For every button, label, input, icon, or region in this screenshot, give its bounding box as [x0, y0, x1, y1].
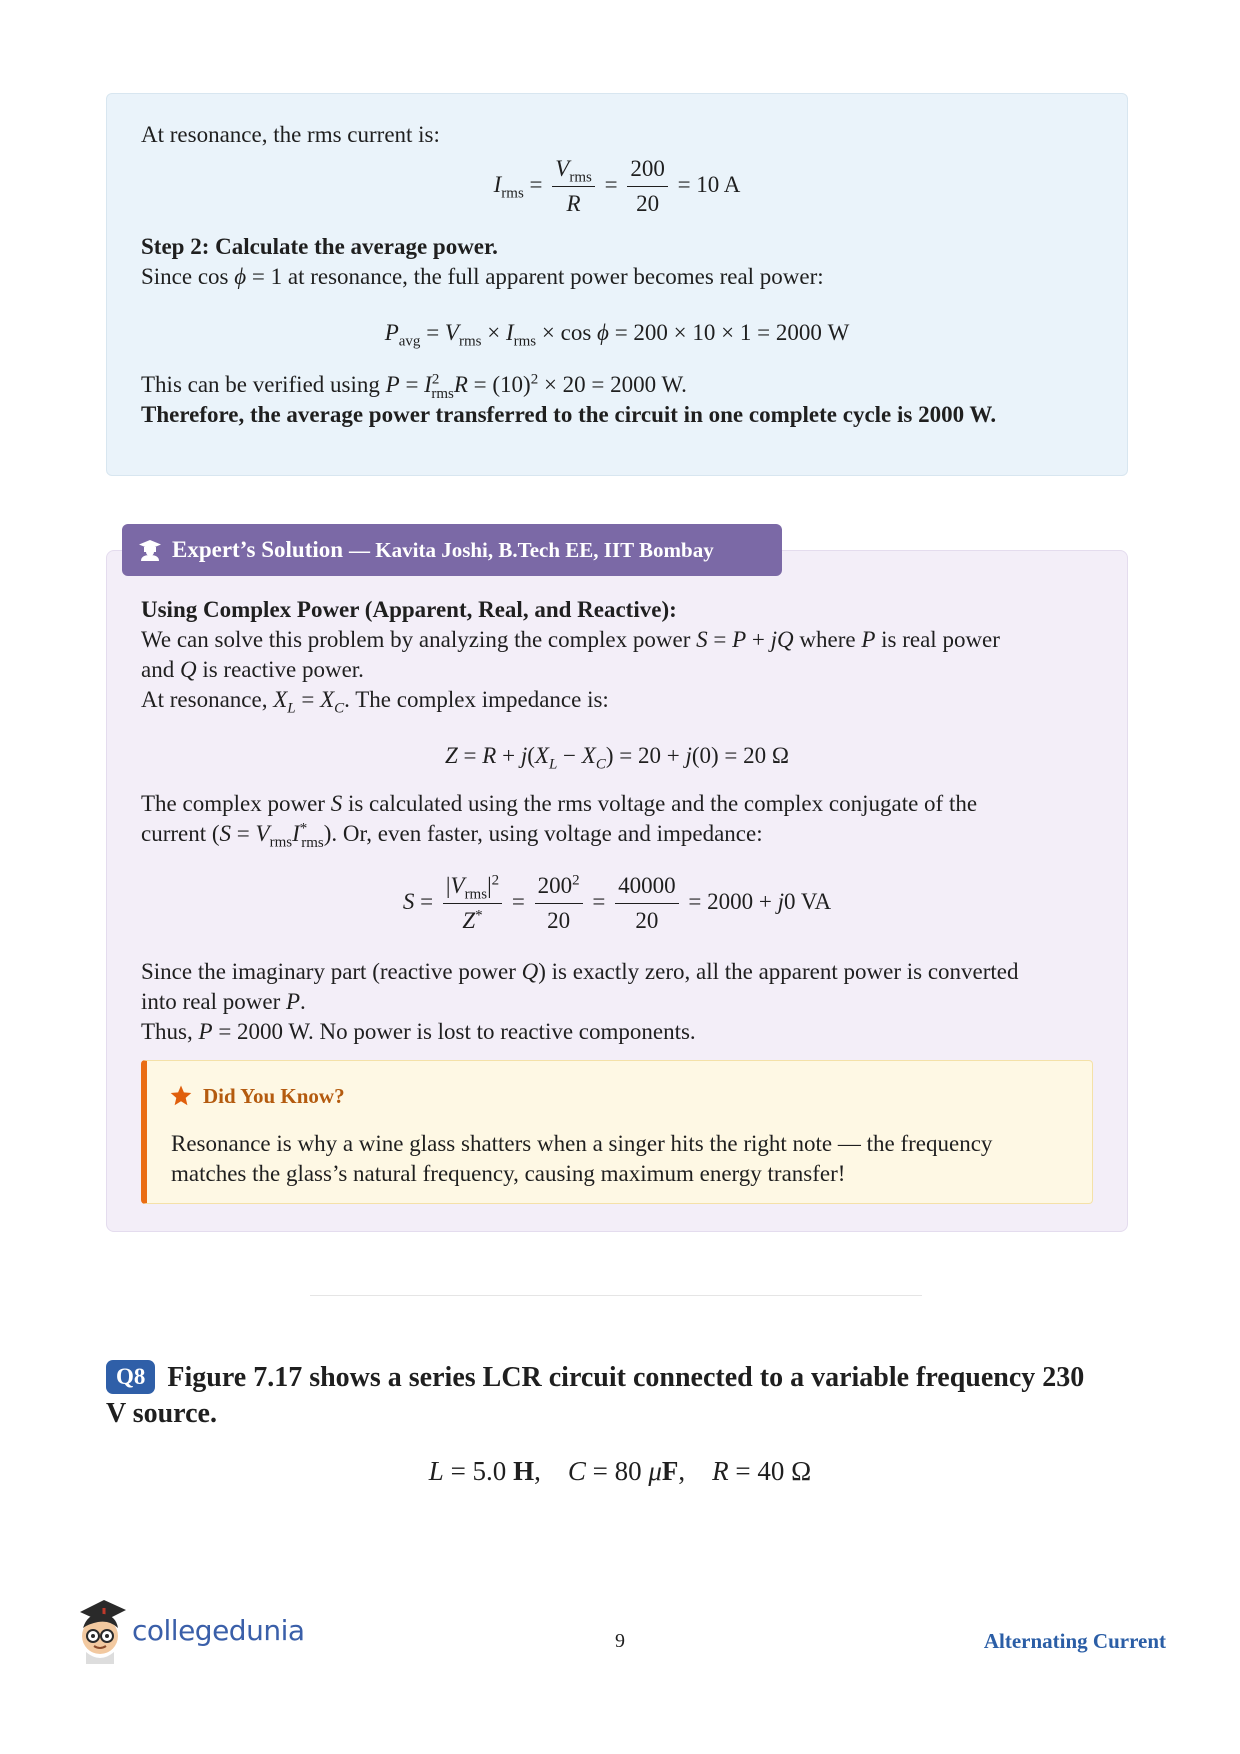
expert-subtitle: Using Complex Power (Apparent, Real, and Reactive): — [141, 597, 677, 622]
equation-impedance: $Z = R + j(X_L - X_C) = 20 + j(0) = 20$ Ω — [445, 743, 789, 773]
expert-header-title: Expert’s Solution — [172, 537, 344, 562]
question-q8 — [106, 1360, 1106, 1432]
question-given-values: L = 5.0 H, C = 80 μF, R = 40 Ω — [428, 1456, 812, 1486]
section-divider — [310, 1295, 922, 1296]
did-you-know-text: Resonance is why a wine glass shatters when a singer hits the right note — the frequency matches the glass’s natural frequency, causing maximum energy transfer! — [171, 1131, 993, 1186]
solution-box — [106, 93, 1128, 476]
expert-paragraph-1: We can solve this problem by analyzing the complex power S = P + jQ where P is real power — [141, 627, 1000, 652]
mascot-icon — [74, 1598, 128, 1664]
step2-title: Step 2: Calculate the average power. — [141, 234, 498, 259]
star-icon — [169, 1084, 193, 1108]
equation-irms: $I_{rms}$ = $\frac{V_{rms}}{R}$ = $\frac{200}{20}$ = 10 A — [493, 156, 741, 216]
graduate-icon — [138, 538, 162, 562]
brand-name: collegedunia — [132, 1614, 305, 1647]
expert-paragraph-1b: and Q is reactive power. — [141, 657, 364, 682]
question-badge: Q8 — [106, 1360, 155, 1394]
page-number: 9 — [615, 1630, 625, 1652]
expert-paragraph-3b: current $(S = V_{rms}I^*_{rms})$. Or, even faster, using voltage and impedance: — [141, 820, 763, 851]
solution-intro: At resonance, the rms current is: — [141, 122, 440, 147]
expert-solution-header — [122, 524, 782, 576]
verification-text: This can be verified using $P = I^2_{rms}R = (10)^2 \times 20 = 2000$ W. — [141, 371, 687, 402]
expert-paragraph-5: Thus, P = 2000 W. No power is lost to reactive components. — [141, 1019, 696, 1044]
expert-paragraph-4: Since the imaginary part (reactive power Q) is exactly zero, all the apparent power is converted — [141, 959, 1019, 984]
collegedunia-logo — [74, 1598, 305, 1664]
equation-complex-power: S = $\frac{|V_{rms}|^2}{Z^*}$ = $\frac{200^2}{20}$ = $\frac{40000}{20}$ = 2000 + j0 VA — [402, 872, 832, 933]
solution-conclusion: Therefore, the average power transferred to the circuit in one complete cycle is 2000 W. — [141, 402, 997, 427]
expert-paragraph-4b: into real power P. — [141, 989, 306, 1014]
expert-paragraph-2: At resonance, $X_L = X_C$. The complex impedance is: — [141, 687, 609, 717]
step2-text: Since cos ϕ = 1 at resonance, the full apparent power becomes real power: — [141, 264, 824, 289]
question-text: Figure 7.17 shows a series LCR circuit connected to a variable frequency 230 V source. — [106, 1362, 1085, 1429]
expert-solution-box — [106, 550, 1128, 1232]
expert-header-author: — Kavita Joshi, B.Tech EE, IIT Bombay — [349, 538, 714, 562]
expert-paragraph-3: The complex power S is calculated using the rms voltage and the complex conjugate of the — [141, 791, 978, 816]
chapter-title: Alternating Current — [983, 1629, 1166, 1653]
did-you-know-title: Did You Know? — [169, 1081, 345, 1111]
did-you-know-callout — [141, 1060, 1093, 1204]
equation-pavg: $P_{avg} = V_{rms} \times I_{rms} \times \cos \phi = 200 \times 10 \times 1 = 2000$ W — [384, 320, 850, 350]
